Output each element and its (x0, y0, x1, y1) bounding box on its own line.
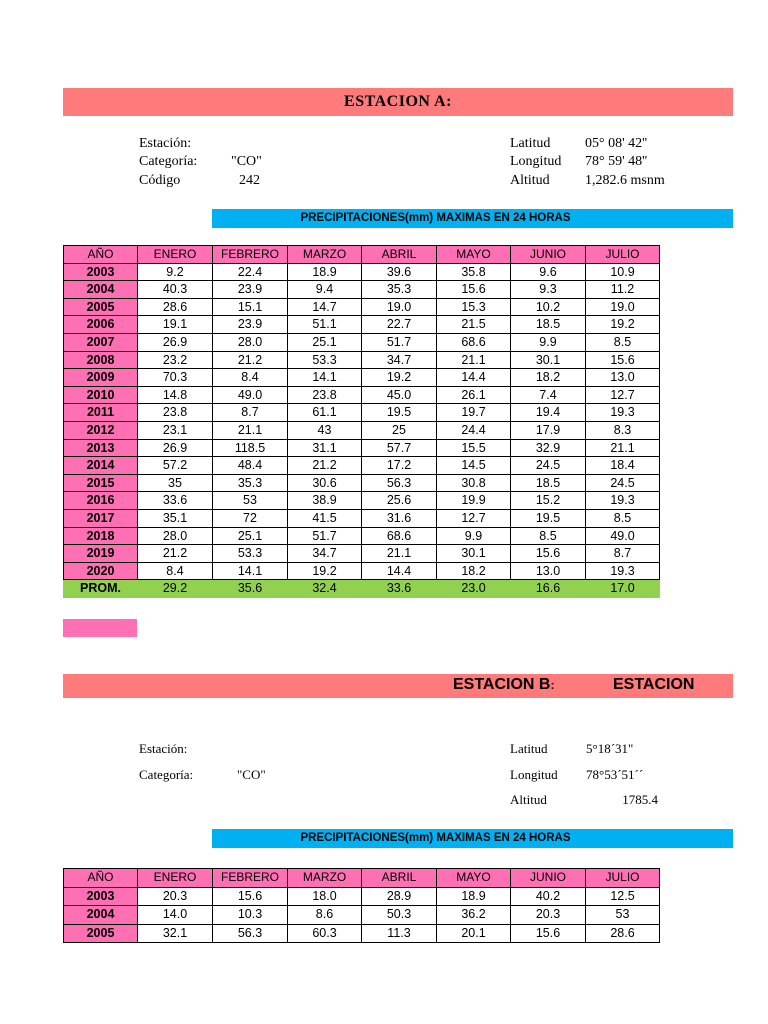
year-cell: 2003 (64, 887, 138, 906)
year-cell: 2007 (64, 333, 138, 351)
value-cell: 45.0 (362, 386, 437, 404)
value-cell: 19.5 (362, 404, 437, 422)
value-cell: 25.1 (213, 527, 288, 545)
station-a-precip-header (212, 209, 733, 228)
value-cell: 53.3 (213, 545, 288, 563)
value-cell: 72 (213, 509, 288, 527)
station-a-precip-table (63, 245, 660, 598)
table-row (64, 562, 660, 580)
value-cell: 15.6 (511, 924, 586, 943)
value-cell: 15.6 (437, 281, 511, 299)
value-cell: 51.1 (288, 316, 362, 334)
value-cell: 39.6 (362, 263, 437, 281)
table-row (64, 906, 660, 925)
value-cell: 35.1 (138, 509, 213, 527)
table-row (64, 492, 660, 510)
table-row (64, 421, 660, 439)
average-cell: 32.4 (288, 580, 362, 598)
station-b-latitud-label: Latitud (510, 741, 548, 756)
table-row (64, 369, 660, 387)
table-row (64, 404, 660, 422)
header-febrero: FEBRERO (213, 869, 288, 888)
year-cell: 2003 (64, 263, 138, 281)
value-cell: 26.9 (138, 439, 213, 457)
table-row (64, 263, 660, 281)
station-b-precip-header (212, 829, 733, 848)
year-cell: 2018 (64, 527, 138, 545)
average-cell: 17.0 (586, 580, 660, 598)
value-cell: 10.3 (213, 906, 288, 925)
value-cell: 23.8 (138, 404, 213, 422)
value-cell: 9.6 (511, 263, 586, 281)
header-febrero: FEBRERO (213, 246, 288, 264)
value-cell: 51.7 (288, 527, 362, 545)
value-cell: 8.4 (213, 369, 288, 387)
average-cell: 29.2 (138, 580, 213, 598)
value-cell: 30.8 (437, 474, 511, 492)
value-cell: 43 (288, 421, 362, 439)
value-cell: 118.5 (213, 439, 288, 457)
average-label: PROM. (64, 580, 138, 598)
value-cell: 25.6 (362, 492, 437, 510)
value-cell: 48.4 (213, 457, 288, 475)
year-cell: 2019 (64, 545, 138, 563)
value-cell: 28.0 (213, 333, 288, 351)
value-cell: 18.0 (288, 887, 362, 906)
value-cell: 32.1 (138, 924, 213, 943)
header-marzo: MARZO (288, 246, 362, 264)
year-cell: 2011 (64, 404, 138, 422)
station-a-altitud-label: Altitud (510, 173, 550, 188)
value-cell: 19.3 (586, 492, 660, 510)
table-row (64, 474, 660, 492)
value-cell: 17.9 (511, 421, 586, 439)
value-cell: 24.5 (511, 457, 586, 475)
station-b-title-truncated: ESTACION (613, 676, 695, 693)
value-cell: 57.2 (138, 457, 213, 475)
year-cell: 2005 (64, 924, 138, 943)
value-cell: 21.1 (362, 545, 437, 563)
value-cell: 28.0 (138, 527, 213, 545)
station-b-title (453, 676, 554, 694)
station-b-categoria-value: "CO" (237, 767, 266, 782)
average-cell: 35.6 (213, 580, 288, 598)
value-cell: 11.2 (586, 281, 660, 299)
value-cell: 18.9 (437, 887, 511, 906)
value-cell: 10.9 (586, 263, 660, 281)
station-a-title-band (63, 88, 733, 116)
table-row (64, 281, 660, 299)
value-cell: 18.4 (586, 457, 660, 475)
value-cell: 49.0 (586, 527, 660, 545)
value-cell: 20.3 (511, 906, 586, 925)
table-row (64, 439, 660, 457)
table-row (64, 887, 660, 906)
value-cell: 14.7 (288, 298, 362, 316)
station-b-title-text: ESTACION B (453, 676, 551, 693)
station-b-categoria-label: Categoría: (139, 767, 194, 782)
value-cell: 33.6 (138, 492, 213, 510)
header-mayo: MAYO (437, 246, 511, 264)
value-cell: 12.7 (437, 509, 511, 527)
value-cell: 25.1 (288, 333, 362, 351)
value-cell: 15.1 (213, 298, 288, 316)
value-cell: 14.1 (213, 562, 288, 580)
value-cell: 23.9 (213, 281, 288, 299)
average-row (64, 580, 660, 598)
value-cell: 40.2 (511, 887, 586, 906)
value-cell: 32.9 (511, 439, 586, 457)
value-cell: 23.9 (213, 316, 288, 334)
value-cell: 7.4 (511, 386, 586, 404)
header-abril: ABRIL (362, 869, 437, 888)
value-cell: 8.5 (511, 527, 586, 545)
station-a-codigo-value: 242 (239, 173, 260, 188)
station-a-title: ESTACION A: (344, 93, 452, 110)
value-cell: 36.2 (437, 906, 511, 925)
value-cell: 26.9 (138, 333, 213, 351)
value-cell: 30.6 (288, 474, 362, 492)
header-enero: ENERO (138, 869, 213, 888)
value-cell: 8.7 (586, 545, 660, 563)
table-header-row (64, 869, 660, 888)
value-cell: 21.1 (586, 439, 660, 457)
station-b-title-band (63, 674, 733, 698)
year-cell: 2013 (64, 439, 138, 457)
average-cell: 16.6 (511, 580, 586, 598)
station-b-altitud-value: 1785.4 (622, 792, 658, 807)
value-cell: 9.3 (511, 281, 586, 299)
table-row (64, 316, 660, 334)
table-row (64, 298, 660, 316)
table-row (64, 386, 660, 404)
value-cell: 35.8 (437, 263, 511, 281)
table-row (64, 545, 660, 563)
header-junio: JUNIO (511, 869, 586, 888)
value-cell: 49.0 (213, 386, 288, 404)
value-cell: 8.6 (288, 906, 362, 925)
value-cell: 53.3 (288, 351, 362, 369)
value-cell: 17.2 (362, 457, 437, 475)
value-cell: 8.5 (586, 509, 660, 527)
value-cell: 18.2 (511, 369, 586, 387)
table-row (64, 351, 660, 369)
value-cell: 15.2 (511, 492, 586, 510)
station-a-codigo-label: Código (139, 173, 181, 188)
value-cell: 12.5 (586, 887, 660, 906)
value-cell: 15.6 (511, 545, 586, 563)
header-julio: JULIO (586, 869, 660, 888)
value-cell: 31.6 (362, 509, 437, 527)
value-cell: 19.3 (586, 404, 660, 422)
value-cell: 19.9 (437, 492, 511, 510)
value-cell: 50.3 (362, 906, 437, 925)
station-b-estacion-label: Estación: (139, 741, 188, 756)
value-cell: 11.3 (362, 924, 437, 943)
station-b-precip-table (63, 868, 660, 943)
value-cell: 53 (586, 906, 660, 925)
value-cell: 14.4 (437, 369, 511, 387)
year-cell: 2014 (64, 457, 138, 475)
year-cell: 2010 (64, 386, 138, 404)
value-cell: 15.6 (586, 351, 660, 369)
value-cell: 68.6 (437, 333, 511, 351)
value-cell: 19.3 (586, 562, 660, 580)
value-cell: 9.9 (511, 333, 586, 351)
table-row (64, 527, 660, 545)
value-cell: 14.8 (138, 386, 213, 404)
value-cell: 14.1 (288, 369, 362, 387)
value-cell: 56.3 (213, 924, 288, 943)
value-cell: 19.2 (362, 369, 437, 387)
station-b-longitud-value: 78°53´51´´ (586, 767, 644, 782)
value-cell: 9.4 (288, 281, 362, 299)
value-cell: 23.1 (138, 421, 213, 439)
value-cell: 20.1 (437, 924, 511, 943)
year-cell: 2017 (64, 509, 138, 527)
value-cell: 35.3 (362, 281, 437, 299)
value-cell: 18.2 (437, 562, 511, 580)
value-cell: 21.5 (437, 316, 511, 334)
station-a-categoria-label: Categoría: (139, 154, 198, 169)
value-cell: 24.4 (437, 421, 511, 439)
station-a-longitud-label: Longitud (510, 154, 562, 169)
value-cell: 31.1 (288, 439, 362, 457)
value-cell: 34.7 (288, 545, 362, 563)
table-row (64, 457, 660, 475)
value-cell: 19.7 (437, 404, 511, 422)
station-b-altitud-label: Altitud (510, 792, 547, 807)
station-a-precip-title: PRECIPITACIONES(mm) MAXIMAS EN 24 HORAS (300, 212, 571, 224)
year-cell: 2004 (64, 906, 138, 925)
value-cell: 21.2 (138, 545, 213, 563)
station-b-longitud-label: Longitud (510, 767, 558, 782)
value-cell: 14.4 (362, 562, 437, 580)
table-header-row (64, 246, 660, 264)
value-cell: 8.4 (138, 562, 213, 580)
value-cell: 23.8 (288, 386, 362, 404)
header-ano: AÑO (64, 246, 138, 264)
station-b-precip-title: PRECIPITACIONES(mm) MAXIMAS EN 24 HORAS (300, 832, 571, 844)
header-junio: JUNIO (511, 246, 586, 264)
station-a-latitud-value: 05° 08' 42'' (585, 136, 648, 151)
header-abril: ABRIL (362, 246, 437, 264)
header-julio: JULIO (586, 246, 660, 264)
value-cell: 14.0 (138, 906, 213, 925)
value-cell: 19.4 (511, 404, 586, 422)
value-cell: 15.6 (213, 887, 288, 906)
value-cell: 8.7 (213, 404, 288, 422)
value-cell: 30.1 (437, 545, 511, 563)
value-cell: 35.3 (213, 474, 288, 492)
station-a-estacion-label: Estación: (139, 136, 192, 151)
value-cell: 22.7 (362, 316, 437, 334)
value-cell: 57.7 (362, 439, 437, 457)
station-a-categoria-value: "CO" (231, 154, 262, 169)
value-cell: 28.9 (362, 887, 437, 906)
value-cell: 70.3 (138, 369, 213, 387)
table-row (64, 924, 660, 943)
value-cell: 28.6 (586, 924, 660, 943)
station-a-altitud-value: 1,282.6 msnm (585, 173, 665, 188)
value-cell: 15.5 (437, 439, 511, 457)
value-cell: 18.9 (288, 263, 362, 281)
value-cell: 56.3 (362, 474, 437, 492)
value-cell: 40.3 (138, 281, 213, 299)
average-cell: 33.6 (362, 580, 437, 598)
value-cell: 23.2 (138, 351, 213, 369)
value-cell: 8.3 (586, 421, 660, 439)
value-cell: 9.9 (437, 527, 511, 545)
value-cell: 51.7 (362, 333, 437, 351)
value-cell: 38.9 (288, 492, 362, 510)
value-cell: 28.6 (138, 298, 213, 316)
year-cell: 2005 (64, 298, 138, 316)
station-b-title-colon: : (550, 678, 555, 692)
value-cell: 41.5 (288, 509, 362, 527)
value-cell: 13.0 (511, 562, 586, 580)
station-a-latitud-label: Latitud (510, 136, 551, 151)
year-cell: 2015 (64, 474, 138, 492)
station-a-longitud-value: 78° 59' 48'' (585, 154, 648, 169)
header-ano: AÑO (64, 869, 138, 888)
value-cell: 21.1 (437, 351, 511, 369)
value-cell: 60.3 (288, 924, 362, 943)
value-cell: 20.3 (138, 887, 213, 906)
value-cell: 10.2 (511, 298, 586, 316)
value-cell: 61.1 (288, 404, 362, 422)
value-cell: 22.4 (213, 263, 288, 281)
value-cell: 24.5 (586, 474, 660, 492)
year-cell: 2012 (64, 421, 138, 439)
year-cell: 2016 (64, 492, 138, 510)
value-cell: 34.7 (362, 351, 437, 369)
value-cell: 19.2 (586, 316, 660, 334)
station-b-latitud-value: 5°18´31" (586, 741, 634, 756)
value-cell: 19.0 (586, 298, 660, 316)
header-mayo: MAYO (437, 869, 511, 888)
value-cell: 21.1 (213, 421, 288, 439)
value-cell: 19.0 (362, 298, 437, 316)
value-cell: 68.6 (362, 527, 437, 545)
value-cell: 18.5 (511, 316, 586, 334)
value-cell: 19.5 (511, 509, 586, 527)
value-cell: 9.2 (138, 263, 213, 281)
table-row (64, 509, 660, 527)
value-cell: 30.1 (511, 351, 586, 369)
value-cell: 19.1 (138, 316, 213, 334)
value-cell: 18.5 (511, 474, 586, 492)
value-cell: 13.0 (586, 369, 660, 387)
pink-cell-marker (63, 619, 137, 637)
value-cell: 26.1 (437, 386, 511, 404)
header-marzo: MARZO (288, 869, 362, 888)
value-cell: 12.7 (586, 386, 660, 404)
value-cell: 15.3 (437, 298, 511, 316)
year-cell: 2009 (64, 369, 138, 387)
value-cell: 8.5 (586, 333, 660, 351)
header-enero: ENERO (138, 246, 213, 264)
table-row (64, 333, 660, 351)
value-cell: 14.5 (437, 457, 511, 475)
value-cell: 53 (213, 492, 288, 510)
value-cell: 21.2 (288, 457, 362, 475)
year-cell: 2006 (64, 316, 138, 334)
value-cell: 25 (362, 421, 437, 439)
year-cell: 2004 (64, 281, 138, 299)
average-cell: 23.0 (437, 580, 511, 598)
value-cell: 35 (138, 474, 213, 492)
year-cell: 2020 (64, 562, 138, 580)
value-cell: 19.2 (288, 562, 362, 580)
value-cell: 21.2 (213, 351, 288, 369)
year-cell: 2008 (64, 351, 138, 369)
